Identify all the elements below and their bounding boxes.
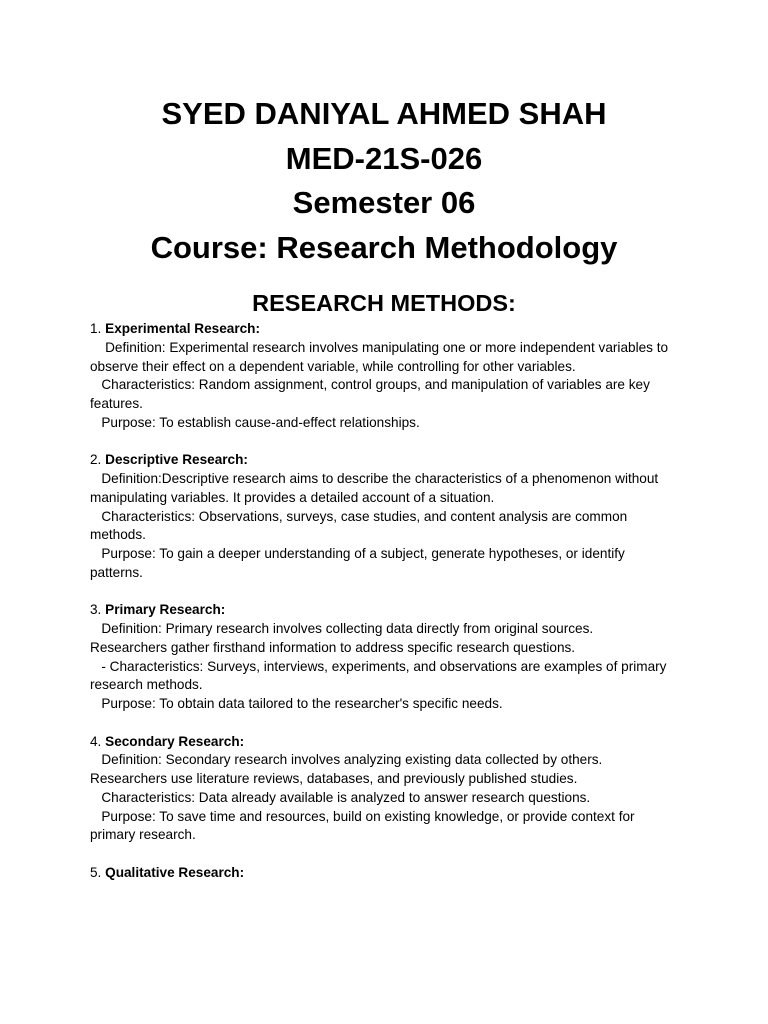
method-line: Purpose: To establish cause-and-effect relationships.	[101, 414, 420, 430]
method-title: Primary Research:	[105, 602, 226, 618]
method-heading	[90, 320, 690, 339]
method-heading	[90, 864, 690, 883]
method-title: Qualitative Research:	[105, 864, 245, 880]
method-title: Experimental Research:	[105, 321, 261, 336]
roll-number: MED-21S-026	[285, 140, 483, 176]
course-title: Course: Research Methodology	[150, 229, 618, 265]
method-secondary	[90, 733, 690, 846]
method-line: research methods.	[90, 677, 203, 693]
method-number: 3.	[90, 602, 102, 618]
method-number: 4.	[90, 733, 102, 749]
method-line: Definition: Secondary research involves analyzing existing data collected by others.	[101, 752, 603, 768]
document-body	[90, 320, 690, 901]
method-qualitative	[90, 864, 690, 883]
method-line: Definition: Experimental research involves manipulating one or more independent variables to	[105, 339, 669, 355]
method-line: Characteristics: Random assignment, control groups, and manipulation of variables are key	[101, 377, 650, 393]
method-primary	[90, 601, 690, 714]
method-line: observe their effect on a dependent variable, while controlling for other variables.	[90, 358, 576, 374]
method-line: manipulating variables. It provides a detailed account of a situation.	[90, 489, 495, 505]
method-title: Secondary Research:	[105, 733, 245, 749]
method-heading	[90, 733, 690, 752]
method-heading	[90, 601, 690, 620]
method-number: 5.	[90, 864, 102, 880]
method-line: - Characteristics: Surveys, interviews, experiments, and observations are examples of primary	[101, 658, 667, 674]
method-line: methods.	[90, 527, 146, 543]
method-line: Researchers use literature reviews, databases, and previously published studies.	[90, 771, 578, 786]
method-line: Purpose: To obtain data tailored to the researcher's specific needs.	[101, 696, 503, 711]
method-line: features.	[90, 396, 143, 411]
section-heading: RESEARCH METHODS:	[252, 290, 516, 316]
method-number: 2.	[90, 452, 102, 468]
method-number: 1.	[90, 321, 102, 336]
method-line: Definition: Primary research involves collecting data directly from original sources.	[101, 621, 594, 636]
method-descriptive	[90, 451, 690, 582]
method-heading	[90, 451, 690, 470]
title-block	[0, 92, 768, 270]
method-line: Characteristics: Data already available is analyzed to answer research questions.	[101, 789, 591, 805]
method-line: Characteristics: Observations, surveys, case studies, and content analysis are common	[101, 508, 628, 524]
method-line: Purpose: To gain a deeper understanding of a subject, generate hypotheses, or identify	[101, 546, 625, 561]
semester: Semester 06	[292, 185, 476, 220]
author-name: SYED DANIYAL AHMED SHAH	[161, 96, 607, 131]
method-line: Purpose: To save time and resources, build on existing knowledge, or provide context for	[101, 808, 635, 824]
method-line: Researchers gather firsthand information to address specific research questions.	[90, 639, 576, 655]
method-experimental	[90, 320, 690, 433]
method-line: primary research.	[90, 827, 196, 843]
method-title: Descriptive Research:	[105, 452, 248, 468]
method-line: patterns.	[90, 564, 143, 580]
method-line: Definition:Descriptive research aims to describe the characteristics of a phenomenon without	[101, 471, 659, 486]
